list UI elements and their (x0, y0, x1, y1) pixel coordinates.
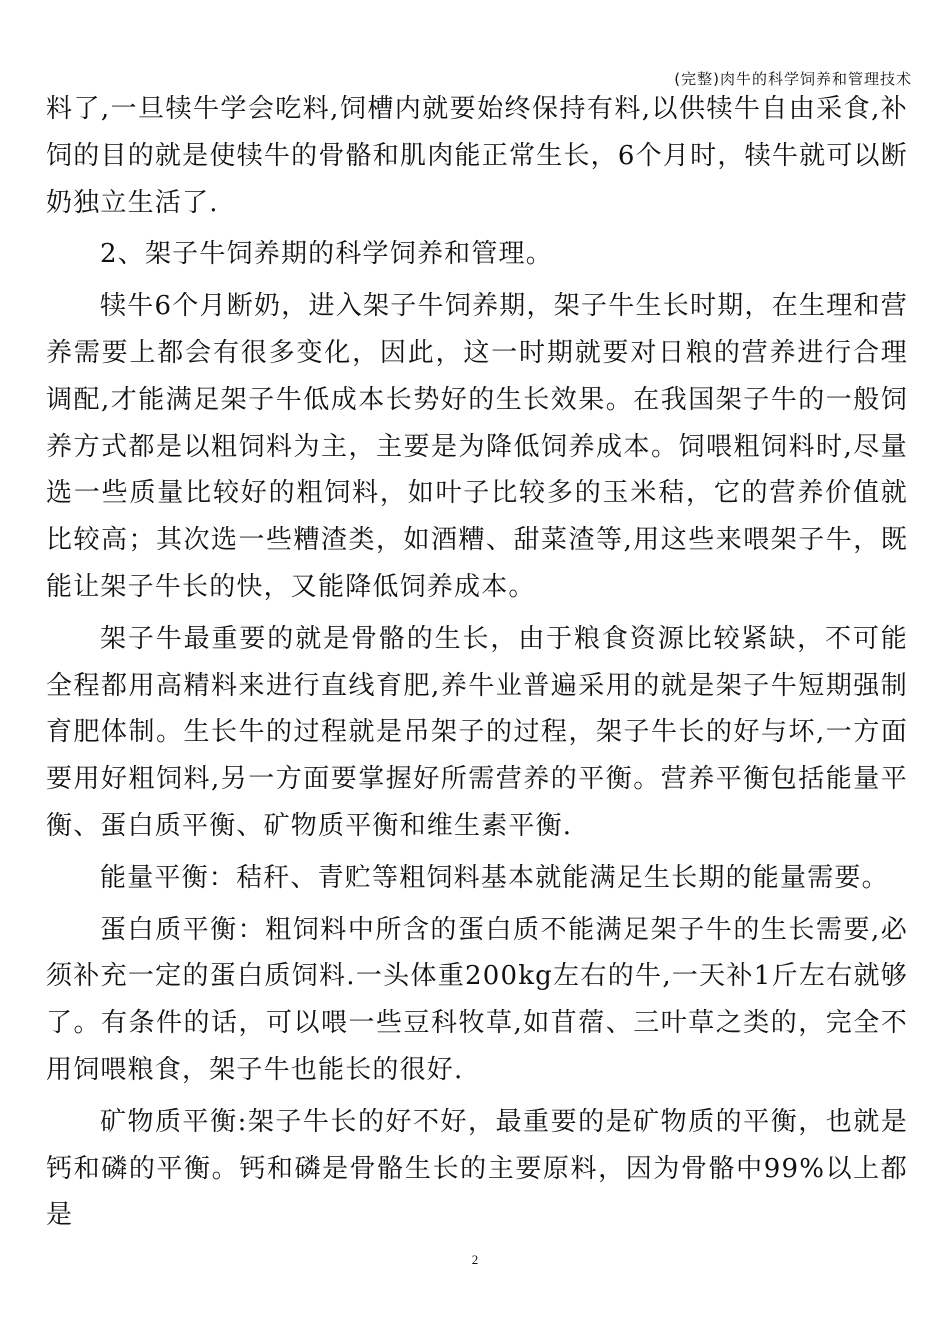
document-header-title: (完整)肉牛的科学饲养和管理技术 (674, 70, 912, 88)
paragraph-protein-balance: 蛋白质平衡：粗饲料中所含的蛋白质不能满足架子牛的生长需要,必须补充一定的蛋白质饲料.一头体重200kg左右的牛,一天补1斤左右就够了。有条件的话，可以喂一些豆科牧草,如苜蓿、三叶草之类的，完全不用饲喂粮食，架子牛也能长的很好. (46, 914, 908, 1085)
section-heading-frame-cattle: 2、架子牛饲养期的科学饲养和管理。 (100, 239, 553, 270)
paragraph-energy-balance: 能量平衡：秸秆、青贮等粗饲料基本就能满足生长期的能量需要。 (100, 862, 889, 893)
document-body (46, 86, 908, 1239)
paragraph-bone-growth: 架子牛最重要的就是骨骼的生长，由于粮食资源比较紧缺，不可能全程都用高精料来进行直线育肥,养牛业普遍采用的就是架子牛短期强制育肥体制。生长牛的过程就是吊架子的过程，架子牛长的好与坏,一方面要用好粗饲料,另一方面要掌握好所需营养的平衡。营养平衡包括能量平衡、蛋白质平衡、矿物质平衡和维生素平衡. (46, 623, 908, 841)
page-number: 2 (471, 1252, 479, 1267)
paragraph-frame-cattle-period: 犊牛6个月断奶，进入架子牛饲养期，架子牛生长时期，在生理和营养需要上都会有很多变化，因此，这一时期就要对日粮的营养进行合理调配,才能满足架子牛低成本长势好的生长效果。在我国架子牛的一般饲养方式都是以粗饲料为主，主要是为降低饲养成本。饲喂粗饲料时,尽量选一些质量比较好的粗饲料，如叶子比较多的玉米秸，它的营养价值就比较高；其次选一些糟渣类，如酒糟、甜菜渣等,用这些来喂架子牛，既能让架子牛长的快，又能降低饲养成本。 (46, 291, 908, 602)
paragraph-mineral-balance: 矿物质平衡:架子牛长的好不好，最重要的是矿物质的平衡，也就是钙和磷的平衡。钙和磷是骨骼生长的主要原料，因为骨骼中99%以上都是 (46, 1106, 908, 1231)
paragraph-calf-feeding: 料了,一旦犊牛学会吃料,饲槽内就要始终保持有料,以供犊牛自由采食,补饲的目的就是使犊牛的骨骼和肌肉能正常生长，6个月时，犊牛就可以断奶独立生活了. (46, 94, 908, 218)
